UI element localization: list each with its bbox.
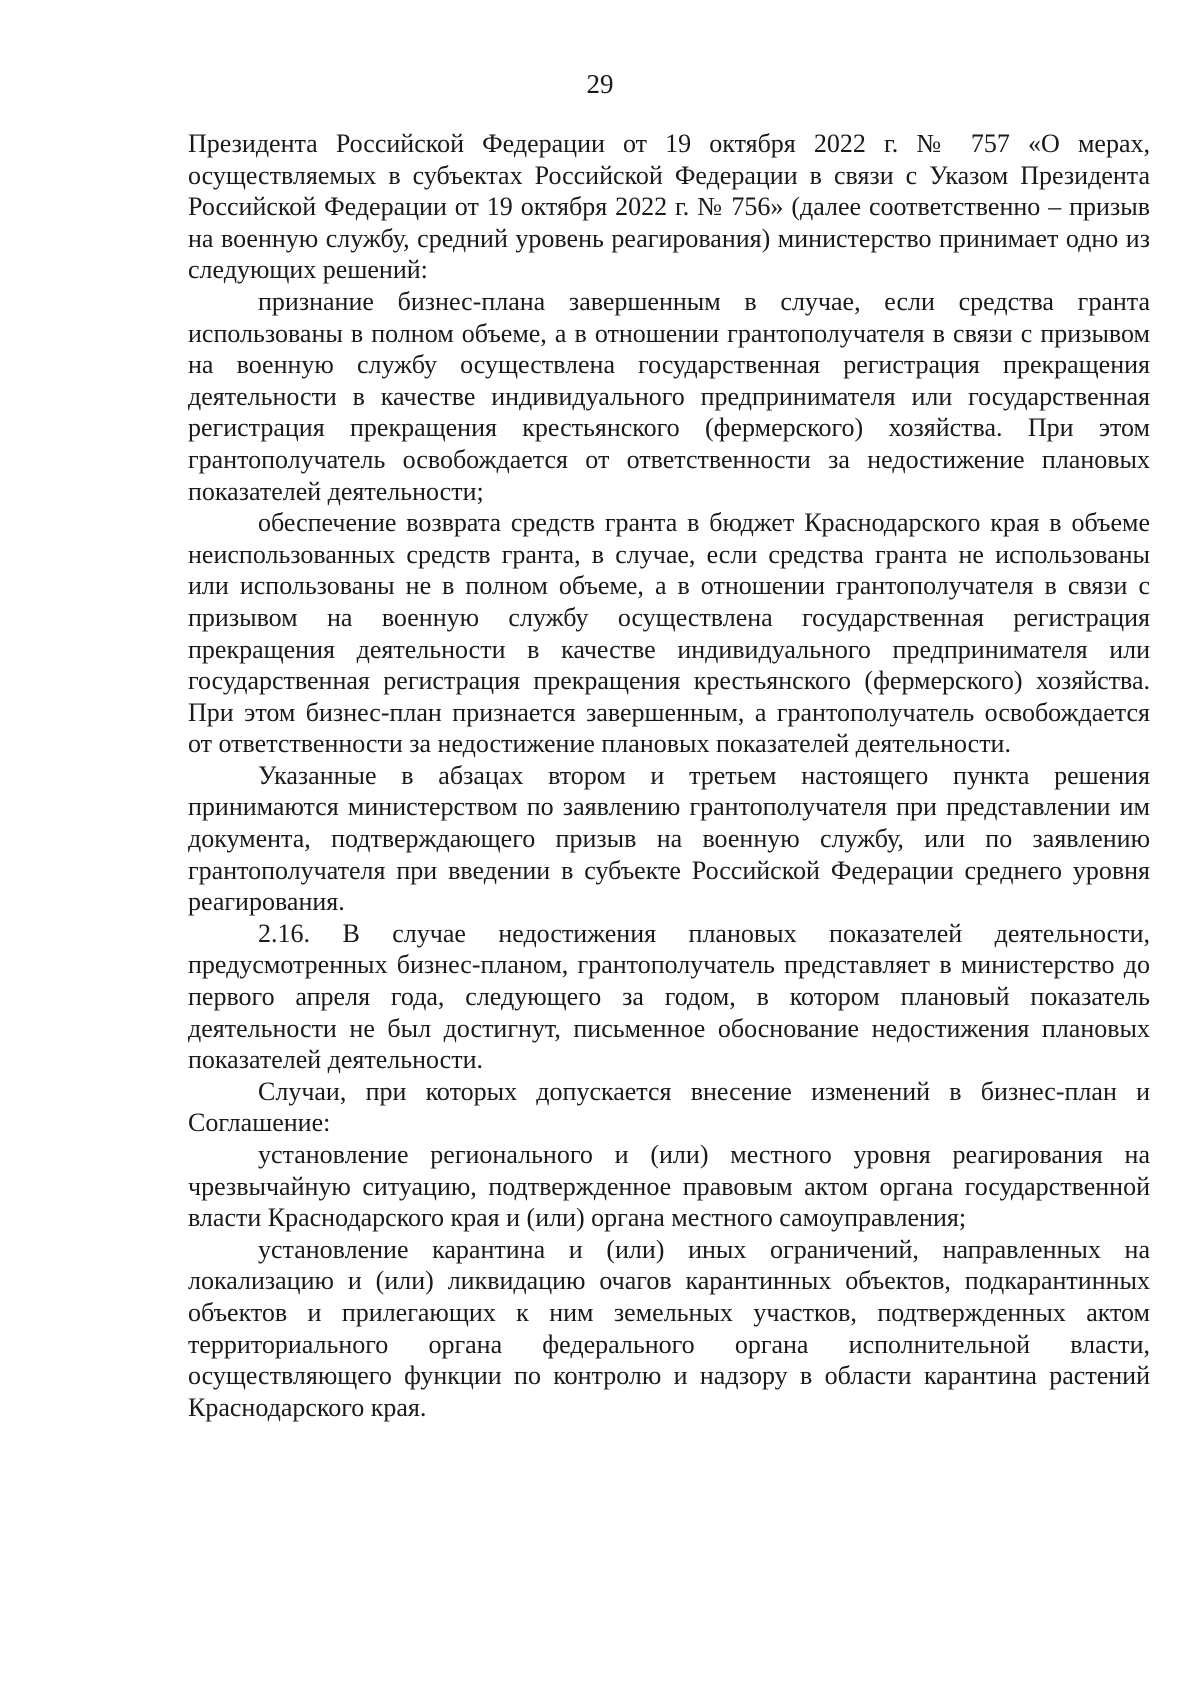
paragraph-change-cases-intro: Случаи, при которых допускается внесение изменений в бизнес-план и Соглашение:: [188, 1076, 1150, 1138]
paragraph-decision-procedure: Указанные в абзацах втором и третьем настоящего пункта решения принимаются министерством по заявлению грантополучателя при представлении им документа, подтверждающего призыв на военную службу, или по заявлению грантополучателя при введении в субъекте Российской Федерации среднего уровня реагирования.: [188, 760, 1150, 917]
paragraph-decision-refund: обеспечение возврата средств гранта в бюджет Краснодарского края в объеме неиспользованных средств гранта, в случае, если средства гранта не использованы или использованы не в полном объеме, а в отношении грантополучателя в связи с призывом на военную службу осуществлена государственная регистрация прекращения деятельности в качестве индивидуального предпринимателя или государственная регистрация прекращения крестьянского (фермерского) хозяйства. При этом бизнес-план признается завершенным, а грантополучатель освобождается от ответственности за недостижение плановых показателей деятельности.: [188, 508, 1150, 759]
paragraph-case-quarantine: установление карантина и (или) иных ограничений, направленных на локализацию и (или) ликвидацию очагов карантинных объектов, подкарантинных объектов и прилегающих к ним земельных участков, подтвержденных актом территориального органа федерального органа исполнительной власти, осуществляющего функции по контролю и надзору в области карантина растений Краснодарского края.: [188, 1234, 1150, 1422]
paragraph-case-emergency: установление регионального и (или) местного уровня реагирования на чрезвычайную ситуацию, подтвержденное правовым актом органа государственной власти Краснодарского края и (или) органа местного самоуправления;: [188, 1140, 1150, 1233]
document-body: [188, 128, 1150, 1423]
paragraph-clause-2-16: 2.16. В случае недостижения плановых показателей деятельности, предусмотренных бизнес-планом, грантополучатель представляет в министерство до первого апреля года, следующего за годом, в котором плановый показатель деятельности не был достигнут, письменное обоснование недостижения плановых показателей деятельности.: [188, 918, 1150, 1075]
paragraph-decision-completed: признание бизнес-плана завершенным в случае, если средства гранта использованы в полном объеме, а в отношении грантополучателя в связи с призывом на военную службу осуществлена государственная регистрация прекращения деятельности в качестве индивидуального предпринимателя или государственная регистрация прекращения крестьянского (фермерского) хозяйства. При этом грантополучатель освобождается от ответственности за недостижение плановых показателей деятельности;: [188, 286, 1150, 506]
paragraph-continuation: Президента Российской Федерации от 19 октября 2022 г. № 757 «О мерах, осуществляемых в субъектах Российской Федерации в связи с Указом Президента Российской Федерации от 19 октября 2022 г. № 756» (далее соответственно – призыв на военную службу, средний уровень реагирования) министерство принимает одно из следующих решений:: [188, 129, 1150, 285]
page-number: 29: [586, 69, 614, 99]
